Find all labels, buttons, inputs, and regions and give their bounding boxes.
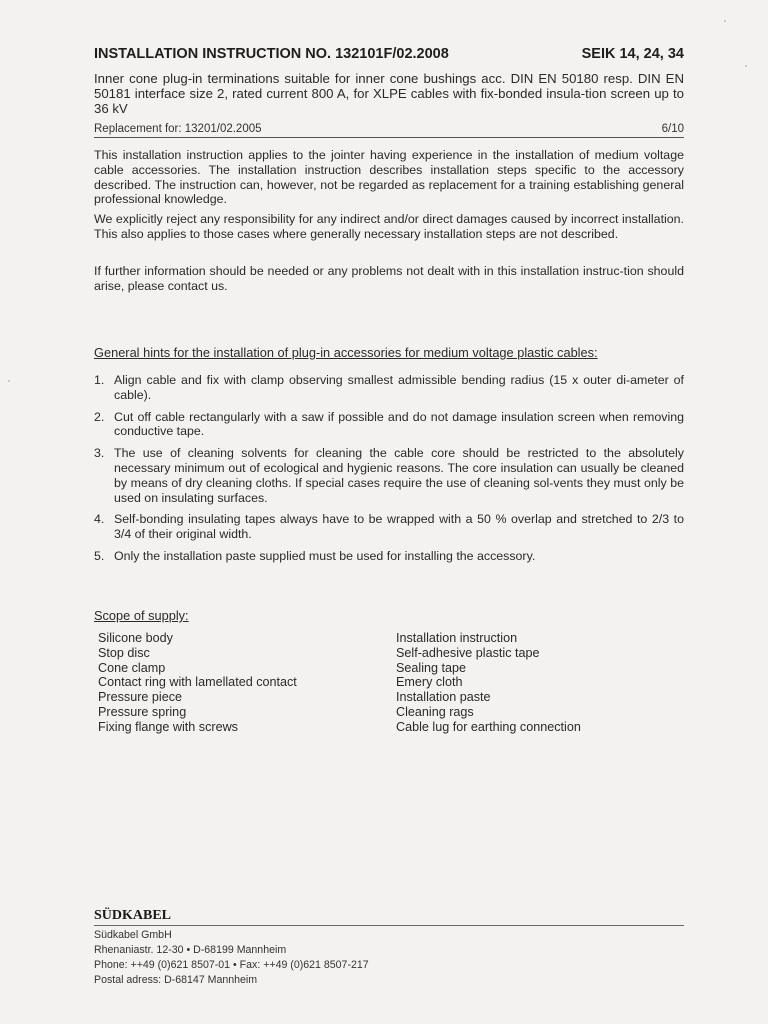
scope-item: Emery cloth — [396, 675, 463, 690]
list-item-text: The use of cleaning solvents for cleaning the cable core should be restricted to the absolutely necessary minimum out of ecological and hygienic reasons. The core insulation can usually be cleaned by means of dry cleaning cloths. If special cases require the use of cleaning sol-vents they must only be used on insulating surfaces. — [114, 446, 684, 505]
list-item — [94, 549, 684, 564]
scope-item: Installation instruction — [396, 631, 518, 645]
list-item-number: 4. — [94, 512, 105, 527]
scope-item: Stop disc — [98, 645, 150, 660]
scope-item: Cable lug for earthing connection — [396, 719, 581, 734]
scan-speck — [745, 65, 747, 67]
scope-item: Pressure spring — [98, 704, 187, 719]
scope-heading: Scope of supply: — [94, 608, 189, 623]
list-item — [94, 512, 684, 542]
list-item-number: 5. — [94, 548, 105, 563]
replacement-row — [94, 123, 684, 138]
document-title: INSTALLATION INSTRUCTION NO. 132101F/02.2008 — [94, 46, 449, 62]
list-item-number: 1. — [94, 373, 105, 387]
company-address-block — [94, 928, 369, 988]
scope-item: Self-adhesive plastic tape — [396, 645, 540, 660]
company-phone-fax: Phone: ++49 (0)621 8507-01 • Fax: ++49 (0)621 8507-217 — [94, 959, 369, 971]
scope-item: Pressure piece — [98, 690, 182, 705]
scope-item: Installation paste — [396, 690, 491, 705]
scope-item: Silicone body — [98, 631, 173, 645]
scope-item: Cleaning rags — [396, 704, 474, 719]
hints-list — [94, 373, 684, 571]
company-postal-address: Postal adress: D-68147 Mannheim — [94, 974, 258, 986]
list-item-text: Self-bonding insulating tapes always have to be wrapped with a 50 % overlap and stretched to 2/3 to 3/4 of their original width. — [114, 512, 684, 542]
list-item-number: 2. — [94, 409, 105, 424]
scope-list-left — [98, 631, 297, 735]
intro-paragraph: This installation instruction applies to the jointer having experience in the installation of medium voltage cable accessories. The installation instruction describes installation steps specific to the accessory described. The instruction can, however, not be regarded as replacement for a training establishing general professional knowledge. — [94, 148, 684, 207]
list-item — [94, 446, 684, 505]
intro-paragraph: We explicitly reject any responsibility for any indirect and/or direct damages caused by incorrect installation. This also applies to those cases where generally necessary installation steps are not described. — [94, 212, 684, 241]
scope-list-right — [396, 631, 581, 735]
list-item — [94, 410, 684, 440]
list-item-text: Align cable and fix with clamp observing smallest admissible bending radius (15 x outer di-ameter of cable). — [114, 373, 684, 402]
company-address: Rhenaniastr. 12-30 • D-68199 Mannheim — [94, 944, 287, 956]
scope-item: Cone clamp — [98, 660, 166, 675]
product-description: Inner cone plug-in terminations suitable for inner cone bushings acc. DIN EN 50180 resp. DIN EN 50181 interface size 2, rated current 800 A, for XLPE cables with fix-bonded insula-tion screen up to 36 kV — [94, 71, 684, 116]
list-item-number: 3. — [94, 446, 105, 461]
document-header — [94, 46, 684, 62]
company-name: Südkabel GmbH — [94, 929, 172, 941]
scope-item: Contact ring with lamellated contact — [98, 675, 297, 690]
scope-item: Fixing flange with screws — [98, 719, 238, 734]
scan-speck — [724, 20, 726, 22]
hints-heading: General hints for the installation of plug-in accessories for medium voltage plastic cables: — [94, 345, 598, 360]
company-logo: SÜDKABEL — [94, 908, 684, 926]
list-item-text: Cut off cable rectangularly with a saw if possible and do not damage insulation screen when removing conductive tape. — [114, 409, 684, 439]
product-code: SEIK 14, 24, 34 — [581, 46, 684, 62]
list-item-text: Only the installation paste supplied must be used for installing the accessory. — [114, 548, 536, 563]
replacement-label: Replacement for: 13201/02.2005 — [94, 123, 262, 135]
scope-item: Sealing tape — [396, 660, 467, 675]
page-number: 6/10 — [661, 123, 684, 135]
scan-speck — [8, 380, 10, 382]
intro-paragraph: If further information should be needed or any problems not dealt with in this installation instruc-tion should arise, please contact us. — [94, 264, 684, 293]
list-item — [94, 373, 684, 403]
